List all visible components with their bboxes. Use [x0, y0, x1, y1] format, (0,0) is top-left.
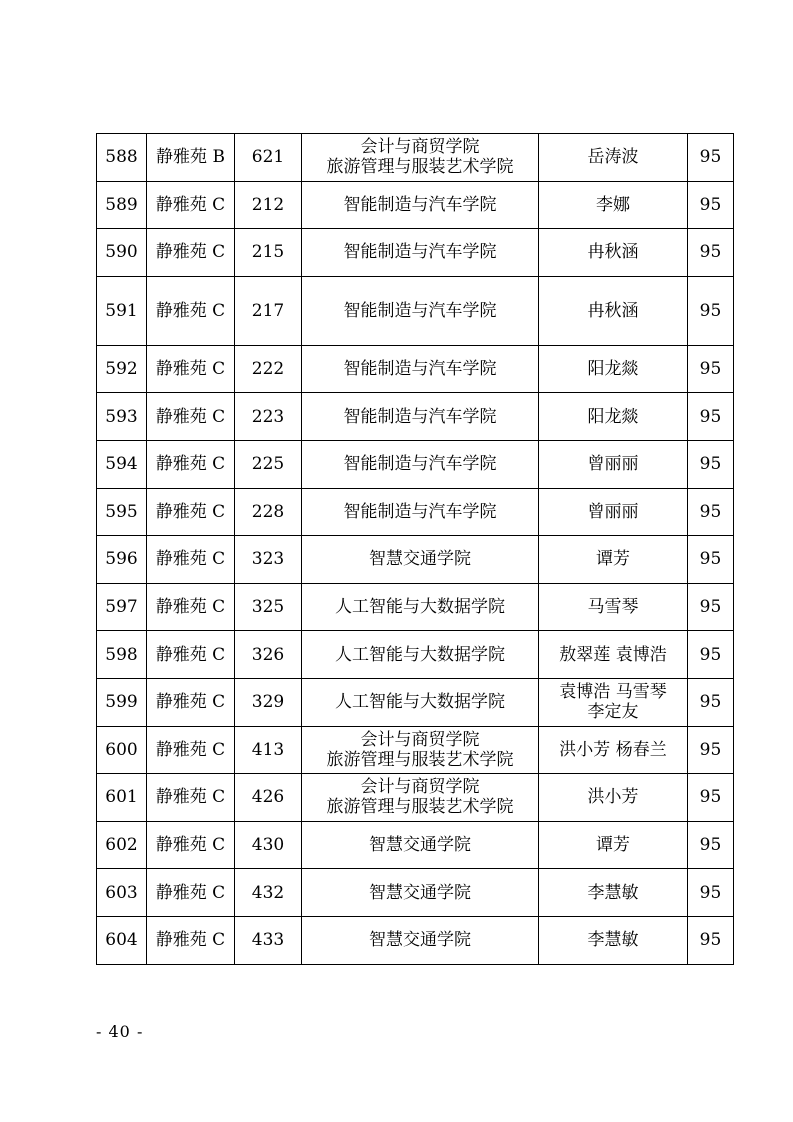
score-cell: 95	[688, 821, 734, 869]
score-cell: 95	[688, 916, 734, 964]
college-line: 旅游管理与服装艺术学院	[326, 157, 514, 178]
staff-cell	[539, 181, 688, 229]
building-cell: 静雅苑 C	[147, 229, 235, 277]
table-body	[97, 134, 734, 965]
staff-line: 李娜	[596, 194, 630, 215]
table-row	[97, 678, 734, 726]
row-number-cell: 600	[97, 726, 147, 774]
room-number-cell: 621	[235, 134, 302, 182]
college-cell	[302, 583, 539, 631]
college-line: 人工智能与大数据学院	[335, 692, 505, 713]
college-cell	[302, 774, 539, 822]
row-number-cell: 604	[97, 916, 147, 964]
building-cell: 静雅苑 B	[147, 134, 235, 182]
score-cell: 95	[688, 488, 734, 536]
staff-line: 敖翠莲 袁博浩	[559, 644, 667, 665]
building-cell: 静雅苑 C	[147, 488, 235, 536]
table-row	[97, 229, 734, 277]
staff-cell	[539, 229, 688, 277]
college-cell	[302, 726, 539, 774]
score-cell: 95	[688, 678, 734, 726]
staff-line: 阳龙燚	[587, 406, 639, 427]
room-number-cell: 426	[235, 774, 302, 822]
score-cell: 95	[688, 774, 734, 822]
college-line: 智能制造与汽车学院	[343, 454, 497, 475]
building-cell: 静雅苑 C	[147, 181, 235, 229]
college-cell	[302, 536, 539, 584]
staff-line: 李定友	[587, 702, 639, 723]
table-row	[97, 440, 734, 488]
row-number-cell: 595	[97, 488, 147, 536]
table-row	[97, 488, 734, 536]
staff-line: 袁博浩 马雪琴	[559, 682, 667, 703]
table-row	[97, 821, 734, 869]
staff-cell	[539, 583, 688, 631]
college-line: 智慧交通学院	[369, 930, 471, 951]
row-number-cell: 597	[97, 583, 147, 631]
score-cell: 95	[688, 276, 734, 345]
staff-cell	[539, 726, 688, 774]
score-cell: 95	[688, 536, 734, 584]
staff-line: 曾丽丽	[587, 501, 639, 522]
row-number-cell: 593	[97, 393, 147, 441]
college-line: 会计与商贸学院	[360, 777, 480, 798]
room-number-cell: 215	[235, 229, 302, 277]
building-cell: 静雅苑 C	[147, 536, 235, 584]
college-line: 人工智能与大数据学院	[335, 597, 505, 618]
table-row	[97, 181, 734, 229]
room-number-cell: 325	[235, 583, 302, 631]
score-cell: 95	[688, 134, 734, 182]
staff-line: 李慧敏	[587, 882, 639, 903]
score-cell: 95	[688, 631, 734, 679]
score-cell: 95	[688, 229, 734, 277]
staff-line: 曾丽丽	[587, 454, 639, 475]
row-number-cell: 592	[97, 345, 147, 393]
table-row	[97, 631, 734, 679]
building-cell: 静雅苑 C	[147, 345, 235, 393]
score-cell: 95	[688, 181, 734, 229]
staff-cell	[539, 678, 688, 726]
building-cell: 静雅苑 C	[147, 916, 235, 964]
staff-cell	[539, 488, 688, 536]
building-cell: 静雅苑 C	[147, 726, 235, 774]
staff-line: 洪小芳 杨春兰	[559, 739, 667, 760]
college-cell	[302, 276, 539, 345]
row-number-cell: 594	[97, 440, 147, 488]
college-cell	[302, 821, 539, 869]
staff-cell	[539, 134, 688, 182]
college-cell	[302, 181, 539, 229]
table-row	[97, 345, 734, 393]
table-row	[97, 393, 734, 441]
row-number-cell: 589	[97, 181, 147, 229]
college-line: 智能制造与汽车学院	[343, 406, 497, 427]
room-number-cell: 430	[235, 821, 302, 869]
room-number-cell: 228	[235, 488, 302, 536]
score-cell: 95	[688, 393, 734, 441]
table-row	[97, 536, 734, 584]
staff-line: 阳龙燚	[587, 359, 639, 380]
room-number-cell: 323	[235, 536, 302, 584]
building-cell: 静雅苑 C	[147, 869, 235, 917]
building-cell: 静雅苑 C	[147, 774, 235, 822]
building-cell: 静雅苑 C	[147, 583, 235, 631]
room-number-cell: 432	[235, 869, 302, 917]
staff-cell	[539, 393, 688, 441]
building-cell: 静雅苑 C	[147, 440, 235, 488]
college-cell	[302, 134, 539, 182]
page-number: - 40 -	[96, 1022, 144, 1041]
college-cell	[302, 440, 539, 488]
dormitory-score-table	[96, 133, 734, 965]
staff-line: 冉秋涵	[587, 242, 639, 263]
row-number-cell: 596	[97, 536, 147, 584]
row-number-cell: 599	[97, 678, 147, 726]
staff-cell	[539, 916, 688, 964]
row-number-cell: 602	[97, 821, 147, 869]
room-number-cell: 222	[235, 345, 302, 393]
college-line: 智慧交通学院	[369, 882, 471, 903]
college-cell	[302, 393, 539, 441]
row-number-cell: 603	[97, 869, 147, 917]
college-cell	[302, 229, 539, 277]
row-number-cell: 590	[97, 229, 147, 277]
table-row	[97, 916, 734, 964]
room-number-cell: 326	[235, 631, 302, 679]
room-number-cell: 217	[235, 276, 302, 345]
staff-cell	[539, 276, 688, 345]
building-cell: 静雅苑 C	[147, 276, 235, 345]
college-line: 智慧交通学院	[369, 835, 471, 856]
row-number-cell: 591	[97, 276, 147, 345]
table-row	[97, 134, 734, 182]
table-row	[97, 726, 734, 774]
room-number-cell: 413	[235, 726, 302, 774]
college-line: 智能制造与汽车学院	[343, 194, 497, 215]
college-cell	[302, 678, 539, 726]
college-cell	[302, 916, 539, 964]
college-line: 智能制造与汽车学院	[343, 501, 497, 522]
building-cell: 静雅苑 C	[147, 821, 235, 869]
college-line: 会计与商贸学院	[360, 729, 480, 750]
staff-line: 岳涛波	[587, 147, 639, 168]
college-line: 会计与商贸学院	[360, 137, 480, 158]
staff-line: 洪小芳	[587, 787, 639, 808]
college-cell	[302, 869, 539, 917]
score-cell: 95	[688, 345, 734, 393]
table-row	[97, 583, 734, 631]
staff-cell	[539, 821, 688, 869]
room-number-cell: 212	[235, 181, 302, 229]
score-cell: 95	[688, 583, 734, 631]
college-line: 智能制造与汽车学院	[343, 300, 497, 321]
score-cell: 95	[688, 440, 734, 488]
room-number-cell: 225	[235, 440, 302, 488]
row-number-cell: 601	[97, 774, 147, 822]
staff-line: 谭芳	[596, 835, 630, 856]
staff-cell	[539, 869, 688, 917]
score-cell: 95	[688, 726, 734, 774]
college-line: 智能制造与汽车学院	[343, 359, 497, 380]
building-cell: 静雅苑 C	[147, 393, 235, 441]
row-number-cell: 598	[97, 631, 147, 679]
college-cell	[302, 345, 539, 393]
college-cell	[302, 488, 539, 536]
staff-cell	[539, 440, 688, 488]
staff-cell	[539, 536, 688, 584]
table-row	[97, 774, 734, 822]
college-line: 人工智能与大数据学院	[335, 644, 505, 665]
college-line: 旅游管理与服装艺术学院	[326, 749, 514, 770]
college-cell	[302, 631, 539, 679]
room-number-cell: 433	[235, 916, 302, 964]
staff-cell	[539, 774, 688, 822]
staff-cell	[539, 631, 688, 679]
college-line: 智能制造与汽车学院	[343, 242, 497, 263]
staff-cell	[539, 345, 688, 393]
building-cell: 静雅苑 C	[147, 631, 235, 679]
score-cell: 95	[688, 869, 734, 917]
staff-line: 冉秋涵	[587, 300, 639, 321]
college-line: 智慧交通学院	[369, 549, 471, 570]
room-number-cell: 329	[235, 678, 302, 726]
table-row	[97, 869, 734, 917]
staff-line: 马雪琴	[587, 597, 639, 618]
table-row	[97, 276, 734, 345]
building-cell: 静雅苑 C	[147, 678, 235, 726]
staff-line: 谭芳	[596, 549, 630, 570]
staff-line: 李慧敏	[587, 930, 639, 951]
row-number-cell: 588	[97, 134, 147, 182]
college-line: 旅游管理与服装艺术学院	[326, 797, 514, 818]
room-number-cell: 223	[235, 393, 302, 441]
